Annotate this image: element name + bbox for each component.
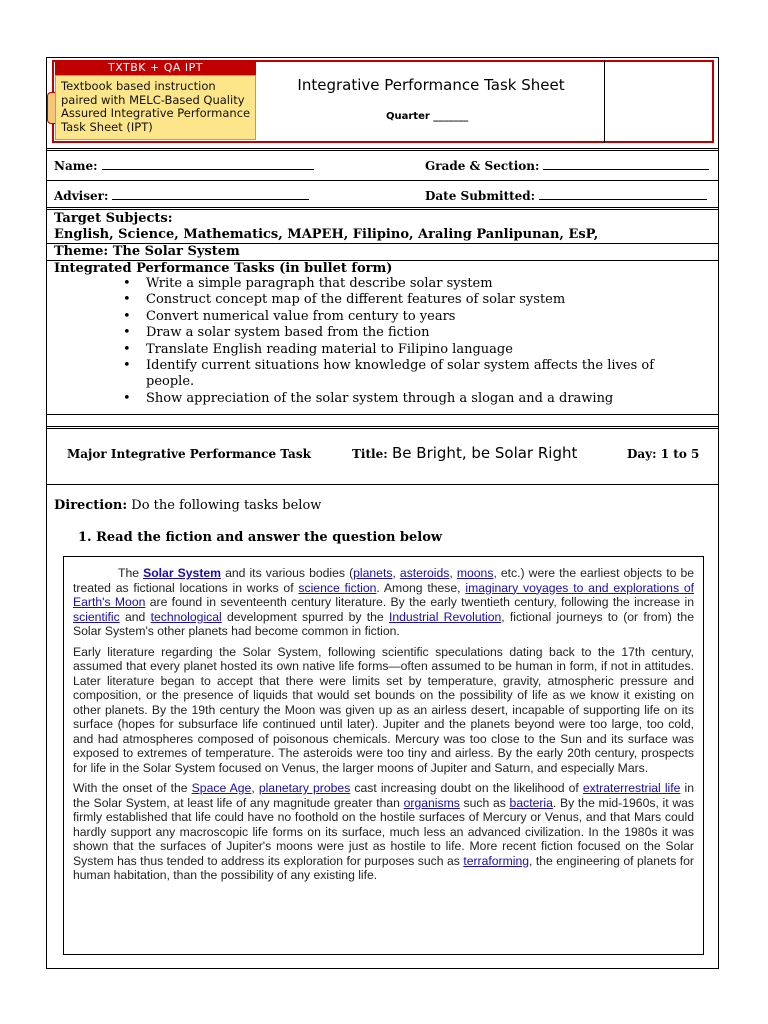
reading-link[interactable]: science fiction: [298, 580, 377, 595]
adviser-label: Adviser:: [54, 189, 109, 203]
reading-text-segment: , the engineering of planets for human habitation, than the possibility of any existing life.: [73, 853, 694, 882]
divider: [46, 207, 719, 210]
reading-link[interactable]: technological: [150, 609, 222, 624]
reading-text: [73, 566, 694, 889]
reading-passage: [63, 556, 704, 955]
task-1-heading: 1. Read the fiction and answer the question below: [78, 530, 443, 545]
task-item: • Draw a solar system based from the fiction: [118, 325, 688, 341]
reading-link[interactable]: planets: [353, 566, 393, 580]
sheet-title: Integrative Performance Task Sheet: [297, 76, 565, 94]
reading-link[interactable]: bacteria: [509, 795, 553, 810]
reading-link[interactable]: terraforming: [463, 853, 530, 868]
task-item: • Show appreciation of the solar system through a slogan and a drawing: [118, 391, 688, 407]
reading-text-segment: , fictional journeys to (or from) the Solar System's other planets had become common in fiction.: [73, 609, 694, 638]
divider: [46, 180, 719, 181]
task-item: • Identify current situations how knowledge of solar system affects the lives of people.: [118, 358, 688, 391]
reading-text-segment: ,: [449, 566, 457, 580]
tasks-list: [118, 276, 688, 407]
reading-text-segment: cast increasing doubt on the likelihood of: [350, 781, 583, 795]
adviser-field[interactable]: [54, 188, 309, 203]
direction: [54, 498, 321, 513]
reading-text-segment: . By the mid-1960s, it was firmly established that life could have no foothold on the hostile surfaces of Mercury or Venus, and that Mars could hardly support any macroscopic life forms on its surface, much less an advanced civilization. In the 1980s it was shown that the surfaces of Jupiter's moons were just as hostile to life. More recent fiction focused on the Solar System has thus tended to address its exploration for purposes such as: [73, 795, 694, 868]
reading-text-segment: , etc.) were the earliest objects to be treated as fictional locations in works of: [73, 566, 695, 595]
badge-header: TXTBK + QA IPT: [55, 60, 256, 75]
direction-text: Do the following tasks below: [131, 498, 322, 513]
reading-paragraph-3: [73, 781, 694, 883]
major-task-label: Major Integrative Performance Task: [67, 447, 311, 461]
reading-link[interactable]: asteroids: [399, 566, 450, 580]
header-divider: [604, 60, 605, 143]
reading-link[interactable]: scientific: [73, 609, 120, 624]
reading-text-segment: The: [118, 566, 144, 580]
reading-link[interactable]: planetary probes: [258, 781, 351, 795]
task-item: • Write a simple paragraph that describe solar system: [118, 276, 688, 292]
reading-text-segment: and: [119, 609, 151, 624]
reading-link[interactable]: moons: [456, 566, 494, 580]
reading-link[interactable]: Space Age: [191, 781, 252, 795]
direction-label: Direction:: [54, 498, 128, 513]
reading-paragraph-2: Early literature regarding the Solar System, following scientific speculations dating back to the 17th century, assumed that every planet hosted its own native life forms—often assumed to be human in form, if not in attitudes. Later literature began to accept that there were limits set by temperature, gravity, atmospheric pressure and composition, or the presence of liquids that would set bounds on the possibility of life as we know it existing on other planets. By the 19th century the Moon was given up as an airless desert, incapable of supporting life on its surface (hopes for subsurface life continued until later). Jupiter and the planets beyond were too large, too cold, and had atmospheres composed of poisonous chemicals. Mercury was too close to the Sun and its surface was exposed to extremes of temperature. The asteroids were too tiny and airless. By the early 20th century, prospects for life in the Solar System focused on Venus, the larger moons of Jupiter and Saturn, and especially Mars.: [73, 644, 694, 775]
grade-section-field[interactable]: [425, 158, 709, 173]
date-submitted-field[interactable]: [425, 188, 707, 203]
tasks-heading: Integrated Performance Tasks (in bullet form): [54, 261, 393, 276]
name-label: Name:: [54, 159, 98, 173]
reading-text-segment: in the Solar System, at least life of any magnitude greater than: [73, 781, 695, 810]
grade-section-line: [543, 158, 709, 170]
date-submitted-line: [539, 188, 707, 200]
reading-link[interactable]: Solar System: [143, 566, 221, 580]
task-item: • Convert numerical value from century to years: [118, 309, 688, 325]
reading-link[interactable]: organisms: [403, 795, 460, 810]
divider: [46, 484, 719, 485]
target-subjects-label: Target Subjects:: [54, 211, 173, 226]
reading-text-segment: ,: [251, 781, 259, 795]
reading-text-segment: ,: [392, 566, 400, 580]
task-item: • Construct concept map of the different features of solar system: [118, 292, 688, 308]
name-field[interactable]: [54, 158, 314, 173]
theme: Theme: The Solar System: [54, 244, 240, 259]
task-item: • Translate English reading material to Filipino language: [118, 342, 688, 358]
reading-text-segment: With the onset of the: [73, 781, 192, 795]
target-subjects-value: English, Science, Mathematics, MAPEH, Filipino, Araling Panlipunan, EsP,: [54, 227, 599, 242]
day-range: Day: 1 to 5: [627, 447, 700, 461]
reading-text-segment: and its various bodies (: [221, 566, 354, 580]
reading-link[interactable]: extraterrestrial life: [582, 781, 681, 795]
reading-text-segment: development spurred by the: [221, 609, 389, 624]
divider: [46, 414, 719, 415]
reading-text-segment: . Among these,: [376, 580, 466, 595]
reading-link[interactable]: Industrial Revolution: [388, 609, 502, 624]
badge-description: Textbook based instruction paired with MELC-Based Quality Assured Integrative Performance Task Sheet (IPT): [55, 75, 256, 140]
title-label: Title:: [352, 447, 388, 461]
task-title: Be Bright, be Solar Right: [392, 444, 578, 462]
divider: [46, 148, 719, 151]
adviser-line: [112, 188, 309, 200]
quarter-field: Quarter _______: [386, 111, 469, 122]
divider: [46, 426, 719, 429]
date-submitted-label: Date Submitted:: [425, 189, 536, 203]
reading-text-segment: such as: [459, 795, 510, 810]
reading-link[interactable]: imaginary voyages to and explorations of Earth's Moon: [73, 580, 695, 609]
reading-paragraph-1: [73, 566, 694, 639]
reading-text-segment: are found in seventeenth century literature. By the early twentieth century, following the increase in: [145, 595, 694, 609]
grade-section-label: Grade & Section:: [425, 159, 540, 173]
name-line: [102, 158, 314, 170]
